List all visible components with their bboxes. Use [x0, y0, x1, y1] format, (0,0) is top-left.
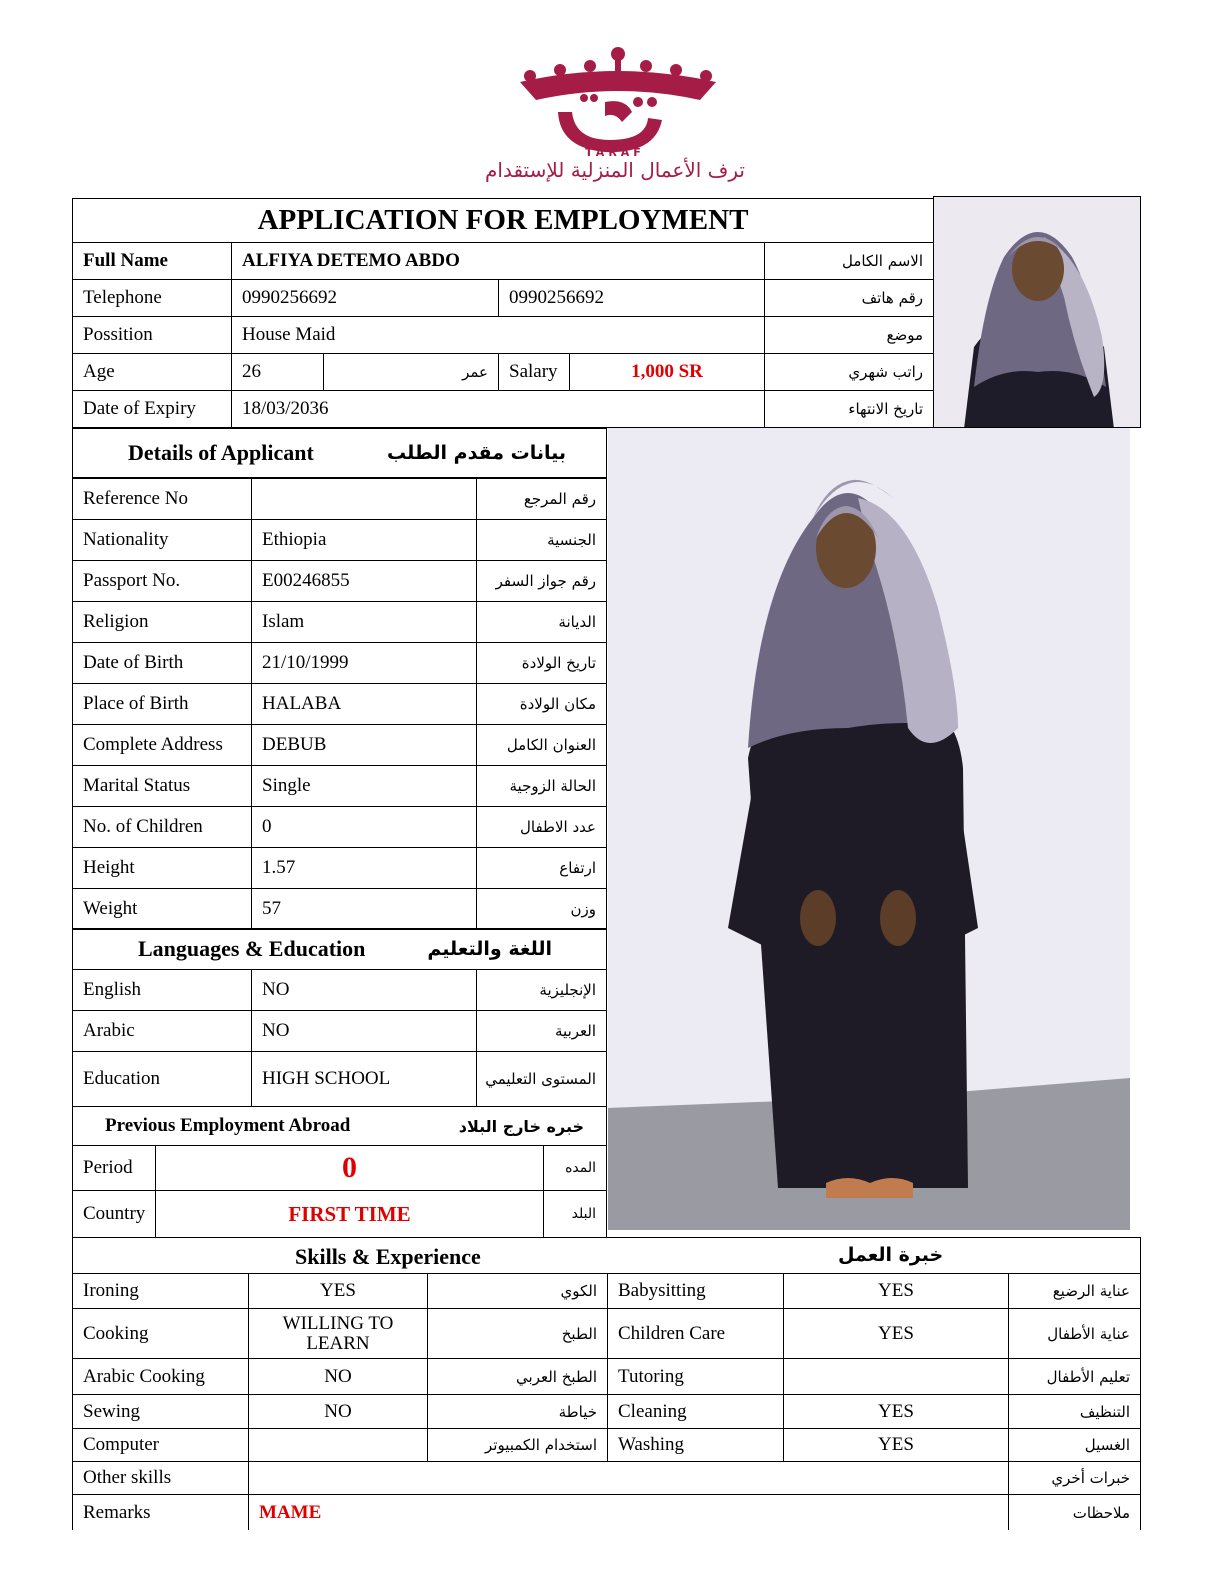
language-value: HIGH SCHOOL	[251, 1051, 477, 1107]
applicant-full-body-photo	[608, 428, 1130, 1230]
portrait-figure-icon	[934, 197, 1141, 428]
full-body-figure-icon	[608, 428, 1130, 1230]
skill-value: YES	[783, 1394, 1009, 1429]
details-title-ar: بيانات مقدم الطلب	[387, 442, 566, 464]
previous-title: Previous Employment Abroad	[105, 1115, 351, 1136]
detail-ar-label: الديانة	[476, 601, 607, 643]
skill-value	[783, 1358, 1009, 1395]
salary-label: Salary	[498, 353, 570, 391]
skill-value: YES	[783, 1308, 1009, 1359]
skills-title-ar: خبرة العمل	[838, 1244, 944, 1266]
detail-value: 21/10/1999	[251, 642, 477, 684]
skill-ar-label: خياطة	[427, 1394, 608, 1429]
detail-ar-label: مكان الولادة	[476, 683, 607, 725]
skills-title: Skills & Experience	[295, 1244, 481, 1269]
period-ar: المده	[543, 1145, 607, 1191]
skill-label: Sewing	[72, 1394, 249, 1429]
language-label: Arabic	[72, 1010, 252, 1052]
detail-ar-label: الحالة الزوجية	[476, 765, 607, 807]
detail-value: HALABA	[251, 683, 477, 725]
age-label: Age	[72, 353, 232, 391]
languages-title: Languages & Education	[138, 936, 366, 961]
skill-value: YES	[783, 1428, 1009, 1462]
detail-value: 57	[251, 888, 477, 930]
language-value: NO	[251, 969, 477, 1011]
logo-arabic-text: ترف الأعمال المنزلية للإستقدام	[485, 158, 745, 182]
other-skills-label: Other skills	[72, 1461, 249, 1495]
telephone-ar: رقم هاتف	[764, 279, 934, 317]
previous-header	[72, 1106, 607, 1146]
skill-ar-label: التنظيف	[1008, 1394, 1141, 1429]
remarks-label: Remarks	[72, 1494, 249, 1530]
expiry-label: Date of Expiry	[72, 390, 232, 428]
detail-value: E00246855	[251, 560, 477, 602]
skill-ar-label: استخدام الكمبيوتر	[427, 1428, 608, 1462]
skill-value: NO	[248, 1394, 428, 1429]
full-name-value: ALFIYA DETEMO ABDO	[231, 242, 765, 280]
salary-ar: راتب شهري	[764, 353, 934, 391]
skill-ar-label: عناية الأطفال	[1008, 1308, 1141, 1359]
country-label: Country	[72, 1190, 156, 1238]
detail-label: Height	[72, 847, 252, 889]
detail-label: Reference No	[72, 478, 252, 520]
form-title: APPLICATION FOR EMPLOYMENT	[72, 198, 934, 242]
languages-title-ar: اللغة والتعليم	[427, 938, 552, 960]
detail-ar-label: رقم جواز السفر	[476, 560, 607, 602]
country-ar: البلد	[543, 1190, 607, 1238]
previous-title-ar: خبره خارج البلاد	[458, 1116, 584, 1136]
detail-label: No. of Children	[72, 806, 252, 848]
detail-ar-label: رقم المرجع	[476, 478, 607, 520]
skill-label: Children Care	[607, 1308, 784, 1359]
remarks-ar: ملاحظات	[1008, 1494, 1141, 1530]
detail-label: Place of Birth	[72, 683, 252, 725]
skill-value: WILLING TO LEARN	[248, 1308, 428, 1359]
full-name-label: Full Name	[72, 242, 232, 280]
language-ar-label: العربية	[476, 1010, 607, 1052]
skill-label: Arabic Cooking	[72, 1358, 249, 1395]
telephone-label: Telephone	[72, 279, 232, 317]
skill-ar-label: تعليم الأطفال	[1008, 1358, 1141, 1395]
expiry-value: 18/03/2036	[231, 390, 765, 428]
position-label: Possition	[72, 316, 232, 354]
logo-latin-text: TARAF	[585, 146, 645, 159]
telephone-value-2: 0990256692	[498, 279, 765, 317]
skill-label: Cooking	[72, 1308, 249, 1359]
detail-value: Single	[251, 765, 477, 807]
detail-ar-label: عدد الاطفال	[476, 806, 607, 848]
detail-ar-label: وزن	[476, 888, 607, 930]
detail-label: Date of Birth	[72, 642, 252, 684]
language-label: Education	[72, 1051, 252, 1107]
position-ar: موضع	[764, 316, 934, 354]
detail-label: Nationality	[72, 519, 252, 561]
position-value: House Maid	[231, 316, 765, 354]
skill-value: NO	[248, 1358, 428, 1395]
detail-ar-label: الجنسية	[476, 519, 607, 561]
language-value: NO	[251, 1010, 477, 1052]
language-ar-label: المستوى التعليمي	[476, 1051, 607, 1107]
skill-label: Tutoring	[607, 1358, 784, 1395]
skill-value: YES	[783, 1273, 1009, 1309]
other-skills-value	[248, 1461, 1009, 1495]
skill-label: Ironing	[72, 1273, 249, 1309]
detail-label: Complete Address	[72, 724, 252, 766]
salary-value: 1,000 SR	[569, 353, 765, 391]
languages-header	[72, 928, 607, 970]
detail-label: Weight	[72, 888, 252, 930]
detail-value	[251, 478, 477, 520]
detail-label: Marital Status	[72, 765, 252, 807]
country-value: FIRST TIME	[155, 1190, 544, 1238]
detail-label: Religion	[72, 601, 252, 643]
expiry-ar: تاريخ الانتهاء	[764, 390, 934, 428]
telephone-value-1: 0990256692	[231, 279, 499, 317]
skill-label: Babysitting	[607, 1273, 784, 1309]
other-skills-ar: خبرات أخري	[1008, 1461, 1141, 1495]
skill-label: Washing	[607, 1428, 784, 1462]
skill-label: Computer	[72, 1428, 249, 1462]
skill-value	[248, 1428, 428, 1462]
skill-ar-label: الكوي	[427, 1273, 608, 1309]
remarks-value: MAME	[248, 1494, 1009, 1530]
detail-value: DEBUB	[251, 724, 477, 766]
detail-label: Passport No.	[72, 560, 252, 602]
period-value: 0	[155, 1145, 544, 1191]
detail-value: 1.57	[251, 847, 477, 889]
details-title: Details of Applicant	[128, 440, 314, 465]
language-label: English	[72, 969, 252, 1011]
detail-ar-label: تاريخ الولادة	[476, 642, 607, 684]
skill-ar-label: الطبخ	[427, 1308, 608, 1359]
skills-header	[72, 1237, 1141, 1274]
skill-ar-label: الغسيل	[1008, 1428, 1141, 1462]
language-ar-label: الإنجليزية	[476, 969, 607, 1011]
detail-ar-label: ارتفاع	[476, 847, 607, 889]
details-header	[72, 428, 607, 478]
age-ar: عمر	[323, 353, 499, 391]
detail-value: 0	[251, 806, 477, 848]
skill-label: Cleaning	[607, 1394, 784, 1429]
skill-ar-label: الطبخ العربي	[427, 1358, 608, 1395]
applicant-portrait-photo	[933, 196, 1141, 428]
detail-ar-label: العنوان الكامل	[476, 724, 607, 766]
age-value: 26	[231, 353, 324, 391]
period-label: Period	[72, 1145, 156, 1191]
skill-ar-label: عناية الرضيع	[1008, 1273, 1141, 1309]
detail-value: Islam	[251, 601, 477, 643]
full-name-ar: الاسم الكامل	[764, 242, 934, 280]
skill-value: YES	[248, 1273, 428, 1309]
detail-value: Ethiopia	[251, 519, 477, 561]
